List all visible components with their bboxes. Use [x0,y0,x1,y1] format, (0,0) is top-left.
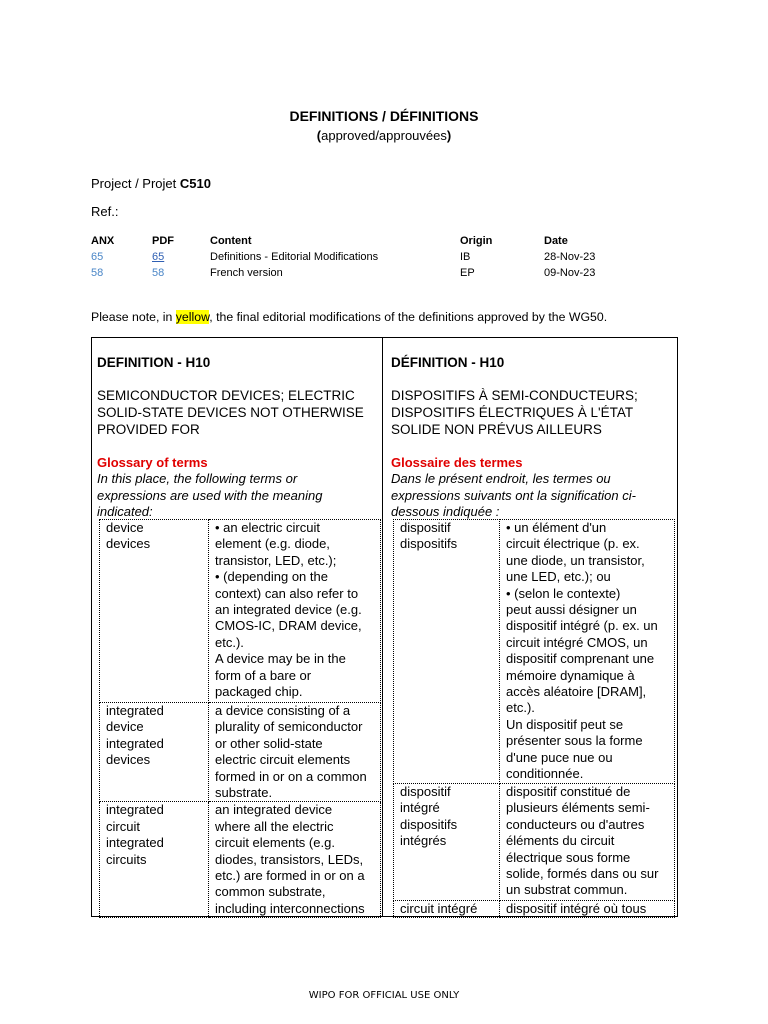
french-section-heading: DISPOSITIFS À SEMI-CONDUCTEURS; DISPOSITIFS ÉLECTRIQUES À L'ÉTAT SOLIDE NON PRÉVUS AILLEURS [391,388,638,437]
document-subtitle [0,128,768,143]
french-glossary-table [393,519,675,918]
header-origin: Origin [460,235,493,247]
subtitle-status: approved/approuvées [321,128,447,143]
project-line [91,176,211,191]
term-cell: circuit intégré [394,901,500,918]
annex-origin: EP [460,267,475,279]
header-anx: ANX [91,235,115,247]
english-section-heading: SEMICONDUCTOR DEVICES; ELECTRIC SOLID-STATE DEVICES NOT OTHERWISE PROVIDED FOR [97,388,364,437]
english-glossary-intro: In this place, the following terms or expressions are used with the meaning indicated: [97,471,323,519]
pdf-number: 58 [152,267,165,279]
table-row [394,784,675,901]
table-row [394,520,675,784]
term-cell: dispositif intégré dispositifs intégrés [394,784,500,901]
english-glossary-title: Glossary of terms [97,455,208,470]
definition-cell: • un élément d'un circuit électrique (p. ex. une diode, un transistor, une LED, etc.); ou • (selon le contexte) peut aussi désigner un dispositif intégré (p. ex. un circuit intégré CMOS, un dispositif comprenant une mémoire dynamique à accès aléatoire [DRAM], etc.). Un dispositif peut se présenter sous la forme d'une puce nue ou conditionnée. [500,520,675,784]
annex-date: 09-Nov-23 [544,267,596,279]
definition-cell: • an electric circuit element (e.g. diode, transistor, LED, etc.); • (depending on the context) can also refer to an integrated device (e.g. CMOS-IC, DRAM device, etc.). A device may be in the form of a bare or packaged chip. [209,520,381,703]
document-title: DEFINITIONS / DÉFINITIONS [289,108,479,124]
project-label: Project / Projet [91,176,180,191]
table-row [100,802,381,918]
subtitle-close-paren: ) [446,128,452,143]
note-text-after: , the final editorial modifications of the definitions approved by the WG50. [209,310,608,324]
header-content: Content [210,235,252,247]
definition-cell: dispositif constitué de plusieurs éléments semi- conducteurs ou d'autres éléments du circuit électrique sous forme solide, formés dans ou sur un substrat commun. [500,784,675,901]
definition-cell: dispositif intégré où tous [500,901,675,918]
note-highlight: yellow [175,310,210,324]
annex-content: French version [210,267,283,279]
french-definition-title: DÉFINITION - H10 [391,355,505,370]
term-cell: integrated circuit integrated circuits [100,802,209,918]
annex-origin: IB [460,251,471,263]
english-glossary-table [99,519,381,918]
definition-cell: a device consisting of a plurality of semiconductor or other solid-state electric circuit elements formed in or on a common substrate. [209,703,381,802]
annex-content: Definitions - Editorial Modifications [210,251,379,263]
term-cell: integrated device integrated devices [100,703,209,802]
page-footer: WIPO FOR OFFICIAL USE ONLY [308,990,460,1001]
note-text-before: Please note, in [91,310,176,324]
annex-number: 65 [91,251,104,263]
project-code: C510 [179,176,211,191]
annex-number: 58 [91,267,104,279]
table-row [100,520,381,703]
term-cell: dispositif dispositifs [394,520,500,784]
english-definition-title: DEFINITION - H10 [97,355,211,370]
french-glossary-title: Glossaire des termes [391,455,523,470]
pdf-link[interactable]: 65 [152,251,165,263]
annex-date: 28-Nov-23 [544,251,596,263]
header-date: Date [544,235,568,247]
french-glossary-intro: Dans le présent endroit, les termes ou expressions suivants ont la signification ci- dessous indiquée : [391,471,636,519]
definition-cell: an integrated device where all the electric circuit elements (e.g. diodes, transistors, LEDs, etc.) are formed in or on a common substrate, including interconnections [209,802,381,918]
editorial-note [91,310,607,324]
column-divider [382,337,383,917]
term-cell: device devices [100,520,209,703]
table-row [394,901,675,918]
header-pdf: PDF [152,235,174,247]
table-row [100,703,381,802]
subtitle-open-paren: ( [316,128,322,143]
ref-label: Ref.: [91,204,119,219]
